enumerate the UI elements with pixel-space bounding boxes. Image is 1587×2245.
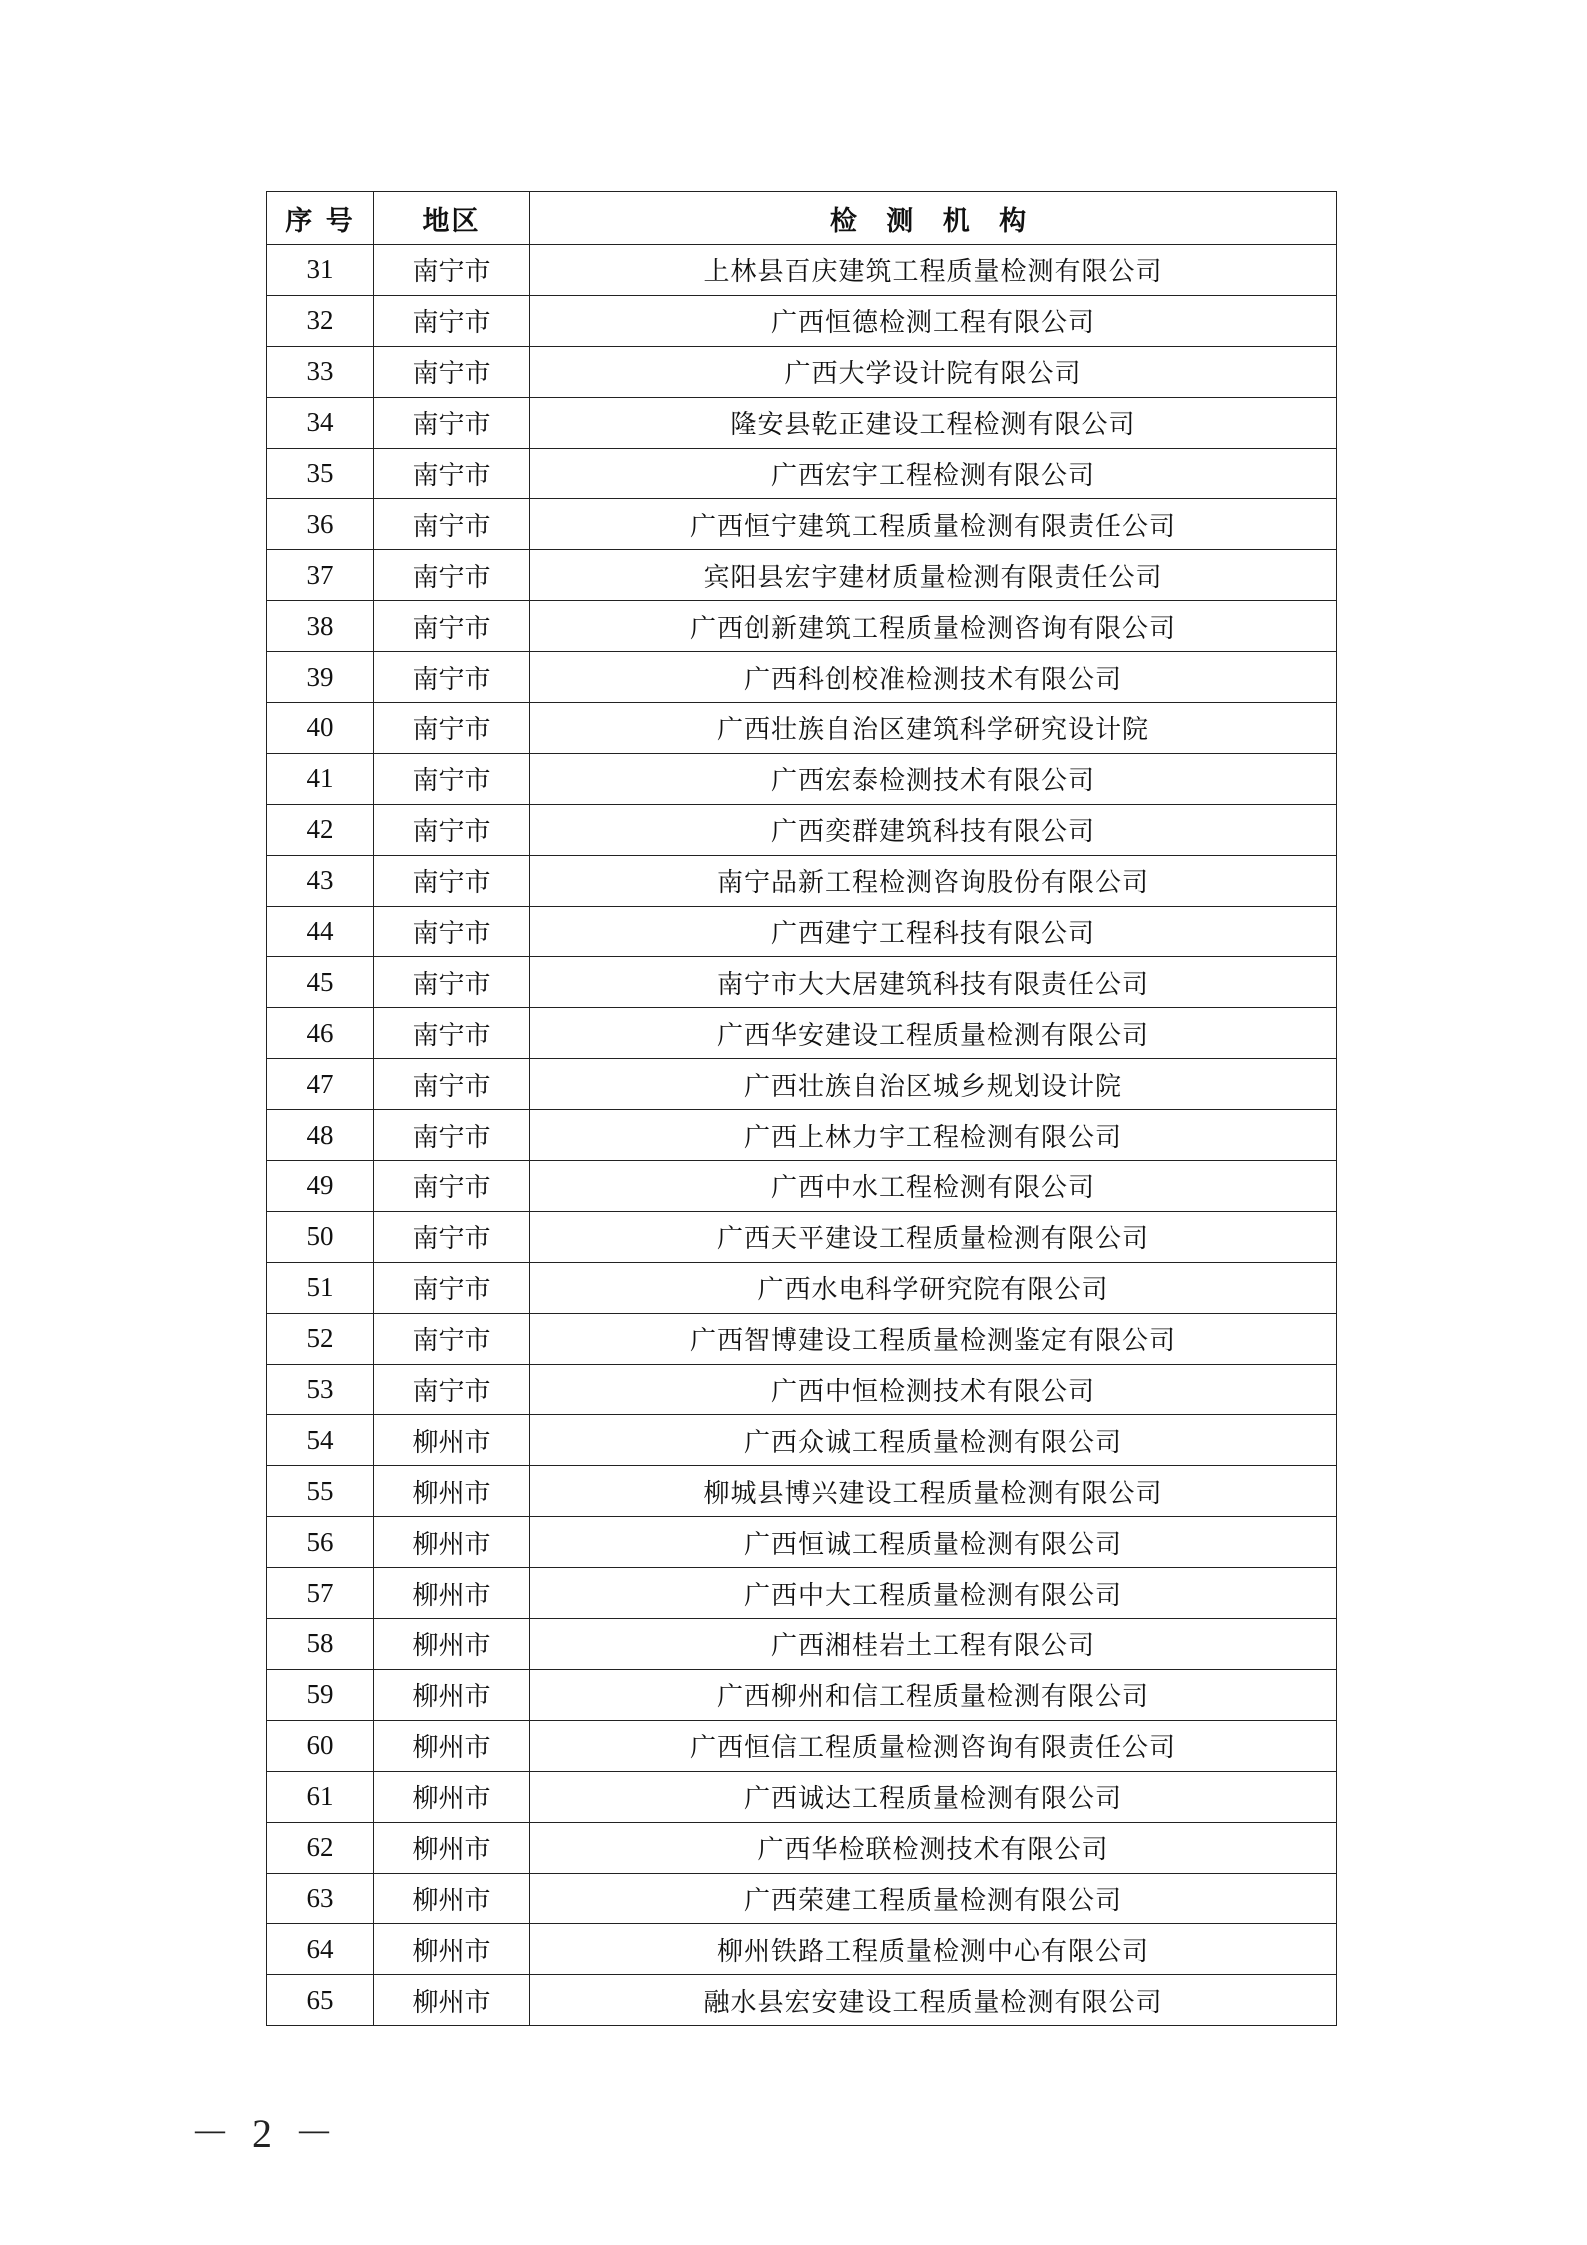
table-row [267, 601, 1337, 652]
row-region: 南宁市 [374, 346, 530, 397]
table-row [267, 1211, 1337, 1262]
table-row [267, 1466, 1337, 1517]
row-org: 广西壮族自治区城乡规划设计院 [530, 1059, 1337, 1110]
table-row [267, 346, 1337, 397]
row-region: 南宁市 [374, 245, 530, 296]
table-row [267, 1161, 1337, 1212]
row-org: 广西宏泰检测技术有限公司 [530, 753, 1337, 804]
institution-table [266, 191, 1337, 2026]
table-row [267, 804, 1337, 855]
row-index: 33 [267, 346, 374, 397]
institution-table-container [266, 191, 1336, 2026]
row-region: 南宁市 [374, 855, 530, 906]
table-row [267, 1059, 1337, 1110]
row-region: 柳州市 [374, 1415, 530, 1466]
row-index: 49 [267, 1161, 374, 1212]
row-org: 广西中恒检测技术有限公司 [530, 1364, 1337, 1415]
row-region: 柳州市 [374, 1771, 530, 1822]
row-org: 广西柳州和信工程质量检测有限公司 [530, 1669, 1337, 1720]
table-row [267, 703, 1337, 754]
row-org: 广西华检联检测技术有限公司 [530, 1822, 1337, 1873]
row-region: 南宁市 [374, 652, 530, 703]
row-index: 63 [267, 1873, 374, 1924]
table-header-row [267, 192, 1337, 245]
row-org: 广西宏宇工程检测有限公司 [530, 448, 1337, 499]
row-index: 40 [267, 703, 374, 754]
table-body [267, 245, 1337, 2026]
table-row [267, 550, 1337, 601]
table-row [267, 652, 1337, 703]
header-region: 地区 [374, 192, 530, 245]
table-row [267, 295, 1337, 346]
table-row [267, 1975, 1337, 2026]
row-region: 柳州市 [374, 1975, 530, 2026]
row-region: 柳州市 [374, 1873, 530, 1924]
row-org: 广西湘桂岩土工程有限公司 [530, 1619, 1337, 1670]
row-org: 融水县宏安建设工程质量检测有限公司 [530, 1975, 1337, 2026]
row-org: 广西诚达工程质量检测有限公司 [530, 1771, 1337, 1822]
table-row [267, 1924, 1337, 1975]
row-index: 37 [267, 550, 374, 601]
row-index: 56 [267, 1517, 374, 1568]
table-row [267, 1771, 1337, 1822]
row-index: 44 [267, 906, 374, 957]
row-region: 南宁市 [374, 448, 530, 499]
row-org: 南宁品新工程检测咨询股份有限公司 [530, 855, 1337, 906]
row-index: 52 [267, 1313, 374, 1364]
row-region: 南宁市 [374, 295, 530, 346]
row-index: 38 [267, 601, 374, 652]
row-index: 50 [267, 1211, 374, 1262]
row-org: 宾阳县宏宇建材质量检测有限责任公司 [530, 550, 1337, 601]
page-number: － 2 － [190, 2111, 340, 2156]
row-index: 64 [267, 1924, 374, 1975]
table-row [267, 1313, 1337, 1364]
table-row [267, 397, 1337, 448]
row-region: 南宁市 [374, 957, 530, 1008]
row-index: 35 [267, 448, 374, 499]
row-index: 48 [267, 1110, 374, 1161]
row-org: 广西恒德检测工程有限公司 [530, 295, 1337, 346]
row-region: 南宁市 [374, 499, 530, 550]
row-org: 广西天平建设工程质量检测有限公司 [530, 1211, 1337, 1262]
header-org: 检 测 机 构 [530, 192, 1337, 245]
row-index: 32 [267, 295, 374, 346]
row-region: 南宁市 [374, 1211, 530, 1262]
row-region: 柳州市 [374, 1517, 530, 1568]
row-index: 60 [267, 1720, 374, 1771]
row-region: 柳州市 [374, 1669, 530, 1720]
table-row [267, 1720, 1337, 1771]
table-row [267, 499, 1337, 550]
row-org: 广西众诚工程质量检测有限公司 [530, 1415, 1337, 1466]
row-org: 广西创新建筑工程质量检测咨询有限公司 [530, 601, 1337, 652]
row-region: 南宁市 [374, 550, 530, 601]
row-index: 55 [267, 1466, 374, 1517]
table-row [267, 1110, 1337, 1161]
row-region: 南宁市 [374, 1313, 530, 1364]
row-index: 46 [267, 1008, 374, 1059]
table-row [267, 1008, 1337, 1059]
table-row [267, 448, 1337, 499]
table-row [267, 1415, 1337, 1466]
row-region: 南宁市 [374, 601, 530, 652]
row-region: 南宁市 [374, 1262, 530, 1313]
table-row [267, 1364, 1337, 1415]
row-region: 柳州市 [374, 1466, 530, 1517]
row-org: 隆安县乾正建设工程检测有限公司 [530, 397, 1337, 448]
row-region: 南宁市 [374, 1110, 530, 1161]
row-org: 广西大学设计院有限公司 [530, 346, 1337, 397]
row-region: 南宁市 [374, 703, 530, 754]
row-index: 42 [267, 804, 374, 855]
row-org: 南宁市大大居建筑科技有限责任公司 [530, 957, 1337, 1008]
row-region: 柳州市 [374, 1720, 530, 1771]
row-index: 65 [267, 1975, 374, 2026]
table-row [267, 957, 1337, 1008]
row-org: 广西科创校准检测技术有限公司 [530, 652, 1337, 703]
header-index: 序 号 [267, 192, 374, 245]
row-org: 广西中水工程检测有限公司 [530, 1161, 1337, 1212]
table-row [267, 906, 1337, 957]
row-index: 45 [267, 957, 374, 1008]
row-index: 53 [267, 1364, 374, 1415]
row-index: 47 [267, 1059, 374, 1110]
row-region: 南宁市 [374, 1008, 530, 1059]
row-org: 广西水电科学研究院有限公司 [530, 1262, 1337, 1313]
table-row [267, 1669, 1337, 1720]
row-index: 58 [267, 1619, 374, 1670]
row-index: 43 [267, 855, 374, 906]
row-org: 广西恒宁建筑工程质量检测有限责任公司 [530, 499, 1337, 550]
row-region: 南宁市 [374, 906, 530, 957]
row-index: 59 [267, 1669, 374, 1720]
row-org: 广西奕群建筑科技有限公司 [530, 804, 1337, 855]
row-region: 南宁市 [374, 804, 530, 855]
table-row [267, 245, 1337, 296]
table-row [267, 1873, 1337, 1924]
row-region: 南宁市 [374, 1059, 530, 1110]
row-region: 柳州市 [374, 1822, 530, 1873]
row-index: 39 [267, 652, 374, 703]
row-index: 61 [267, 1771, 374, 1822]
row-org: 上林县百庆建筑工程质量检测有限公司 [530, 245, 1337, 296]
table-row [267, 855, 1337, 906]
table-row [267, 1568, 1337, 1619]
row-org: 广西荣建工程质量检测有限公司 [530, 1873, 1337, 1924]
row-index: 62 [267, 1822, 374, 1873]
table-row [267, 1517, 1337, 1568]
row-region: 柳州市 [374, 1619, 530, 1670]
row-region: 南宁市 [374, 1364, 530, 1415]
row-org: 广西中大工程质量检测有限公司 [530, 1568, 1337, 1619]
row-org: 广西建宁工程科技有限公司 [530, 906, 1337, 957]
row-org: 广西上林力宇工程检测有限公司 [530, 1110, 1337, 1161]
row-index: 51 [267, 1262, 374, 1313]
table-row [267, 1822, 1337, 1873]
row-org: 广西华安建设工程质量检测有限公司 [530, 1008, 1337, 1059]
row-region: 柳州市 [374, 1568, 530, 1619]
row-org: 广西壮族自治区建筑科学研究设计院 [530, 703, 1337, 754]
row-region: 南宁市 [374, 397, 530, 448]
row-region: 南宁市 [374, 1161, 530, 1212]
row-org: 柳城县博兴建设工程质量检测有限公司 [530, 1466, 1337, 1517]
row-index: 34 [267, 397, 374, 448]
row-index: 41 [267, 753, 374, 804]
table-row [267, 1619, 1337, 1670]
row-org: 广西智博建设工程质量检测鉴定有限公司 [530, 1313, 1337, 1364]
row-region: 柳州市 [374, 1924, 530, 1975]
row-index: 36 [267, 499, 374, 550]
table-row [267, 1262, 1337, 1313]
row-org: 广西恒诚工程质量检测有限公司 [530, 1517, 1337, 1568]
row-org: 广西恒信工程质量检测咨询有限责任公司 [530, 1720, 1337, 1771]
row-index: 54 [267, 1415, 374, 1466]
row-org: 柳州铁路工程质量检测中心有限公司 [530, 1924, 1337, 1975]
row-index: 31 [267, 245, 374, 296]
table-row [267, 753, 1337, 804]
row-index: 57 [267, 1568, 374, 1619]
row-region: 南宁市 [374, 753, 530, 804]
